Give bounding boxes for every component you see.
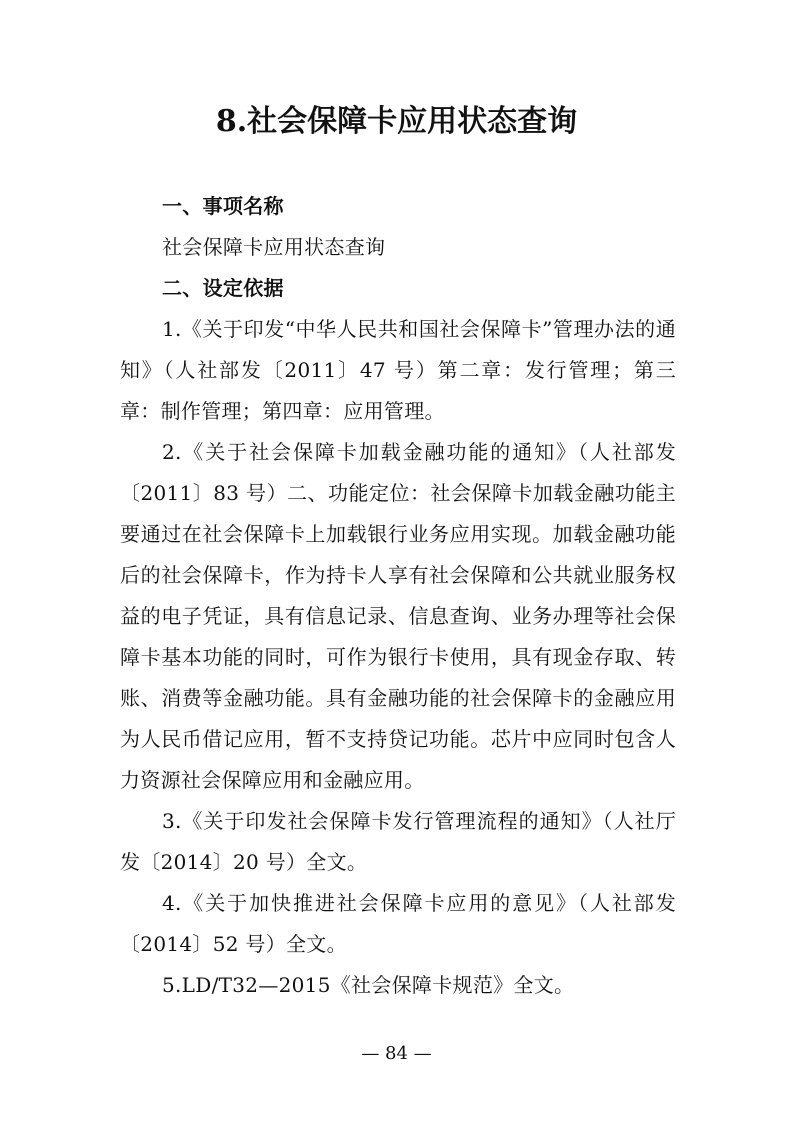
document-body: [120, 186, 676, 1006]
legal-basis-item-4: 4.《关于加快推进社会保障卡应用的意见》（人社部发〔2014〕52 号）全文。: [120, 891, 676, 956]
page-title: 8.社会保障卡应用状态查询: [215, 104, 578, 139]
item-name-text: 社会保障卡应用状态查询: [162, 235, 386, 259]
page-number: — 84 —: [361, 1043, 432, 1064]
section-heading-item-name: 一、事项名称: [162, 194, 284, 218]
legal-basis-item-3: 3.《关于印发社会保障卡发行管理流程的通知》（人社厅发〔2014〕20 号）全文。: [120, 809, 676, 874]
legal-basis-item-1: 1.《关于印发“中华人民共和国社会保障卡”管理办法的通知》（人社部发〔2011〕47 号）第二章：发行管理；第三章：制作管理；第四章：应用管理。: [120, 317, 676, 423]
legal-basis-item-5: 5.LD/T32—2015《社会保障卡规范》全文。: [162, 973, 575, 997]
legal-basis-item-2: 2.《关于社会保障卡加载金融功能的通知》（人社部发〔2011〕83 号）二、功能定位：社会保障卡加载金融功能主要通过在社会保障卡上加载银行业务应用实现。加载金融功能后的社会保障卡，作为持卡人享有社会保障和公共就业服务权益的电子凭证，具有信息记录、信息查询、业务办理等社会保障卡基本功能的同时，可作为银行卡使用，具有现金存取、转账、消费等金融功能。具有金融功能的社会保障卡的金融应用为人民币借记应用，暂不支持贷记功能。芯片中应同时包含人力资源社会保障应用和金融应用。: [120, 440, 676, 792]
section-heading-legal-basis: 二、设定依据: [162, 276, 284, 300]
